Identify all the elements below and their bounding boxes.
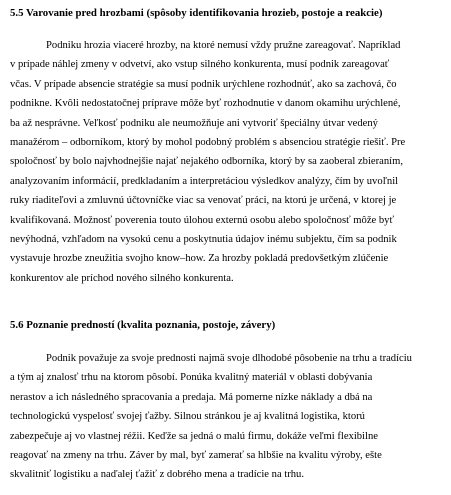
- paragraph-line: analyzovaním informácií, predkladaním a interpretáciou výsledkov analýzy, čím by uvoľnil: [10, 175, 399, 187]
- paragraph-line: konkurentov ale príchod nového silného konkurenta.: [10, 272, 234, 284]
- section-heading-threat-warning: 5.5 Varovanie pred hrozbami (spôsoby identifikovania hrozieb, postoje a reakcie): [10, 7, 383, 19]
- paragraph-line: technologickú vyspelosť svojej ťažby. Silnou stránkou je aj kvalitná logistika, ktorú: [10, 411, 365, 423]
- paragraph-line: a tým aj znalosť trhu na ktorom pôsobí. Ponúka kvalitný materiál v oblasti dobývania: [10, 372, 373, 384]
- paragraph-line: nerastov a ich následného spracovania a predaja. Má pomerne nízke náklady a dbá na: [10, 391, 373, 403]
- paragraph-line: včas. V prípade absencie stratégie sa musí podnik urýchlene rozhodnúť, ako sa zachová, čo: [10, 78, 397, 90]
- paragraph-line: spoločnosť by bolo najvhodnejšie najať nejakého odborníka, ktorý by sa zaoberal zbieraním,: [10, 156, 403, 168]
- paragraph-line: Podniku hrozia viaceré hrozby, na ktoré nemusí vždy pružne zareagovať. Napríklad: [46, 40, 401, 51]
- paragraph-line: kvalifikovaná. Možnosť poverenia touto úlohou externú osobu alebo spoločnosť môže byť: [10, 214, 394, 226]
- paragraph-line: skvalitniť logistiku a naďalej ťažiť z dobrého mena a tradície na trhu.: [10, 469, 305, 481]
- paragraph-line: ruky riaditeľovi a zmluvnú účtovníčke viac sa venovať práci, na ktorú je určená, v ktorej je: [10, 195, 397, 207]
- paragraph-strengths: [10, 349, 440, 485]
- section-heading-strengths: 5.6 Poznanie predností (kvalita poznania, postoje, závery): [10, 319, 276, 331]
- paragraph-line: podnikne. Kvôli nedostatočnej príprave môže byť rozhodnutie v danom okamihu urýchlené,: [10, 98, 401, 110]
- paragraph-line: v prípade náhlej zmeny v odvetví, ako vstup silného konkurenta, musí podnik zareagovať: [10, 59, 390, 71]
- paragraph-line: ba až nesprávne. Veľkosť podniku ale neumožňuje ani vytvoriť špeciálny útvar vedený: [10, 117, 378, 129]
- paragraph-line: manažérom – odborníkom, ktorý by mohol podobný problém s absenciou stratégie riešiť. Pre: [10, 136, 406, 148]
- paragraph-line: reagovať na zmeny na trhu. Záver by mal, byť zamerať sa hlbšie na kvalitu výroby, ešte: [10, 449, 382, 461]
- paragraph-line: zabezpečuje aj vo vlastnej réžii. Keďže sa jedná o malú firmu, dokáže veľmi flexibilne: [10, 430, 378, 442]
- paragraph-line: vystavuje hrozbe zneužitia svojho know–how. Za hrozby pokladá predovšetkým zlúčenie: [10, 253, 389, 265]
- paragraph-line: Podnik považuje za svoje prednosti najmä svoje dlhodobé pôsobenie na trhu a tradíciu: [46, 353, 412, 364]
- paragraph-line: nevýhodná, vzhľadom na vysokú cenu a poskytnutia údajov inému subjektu, čím sa podnik: [10, 233, 397, 245]
- paragraph-threat-warning: [10, 36, 440, 288]
